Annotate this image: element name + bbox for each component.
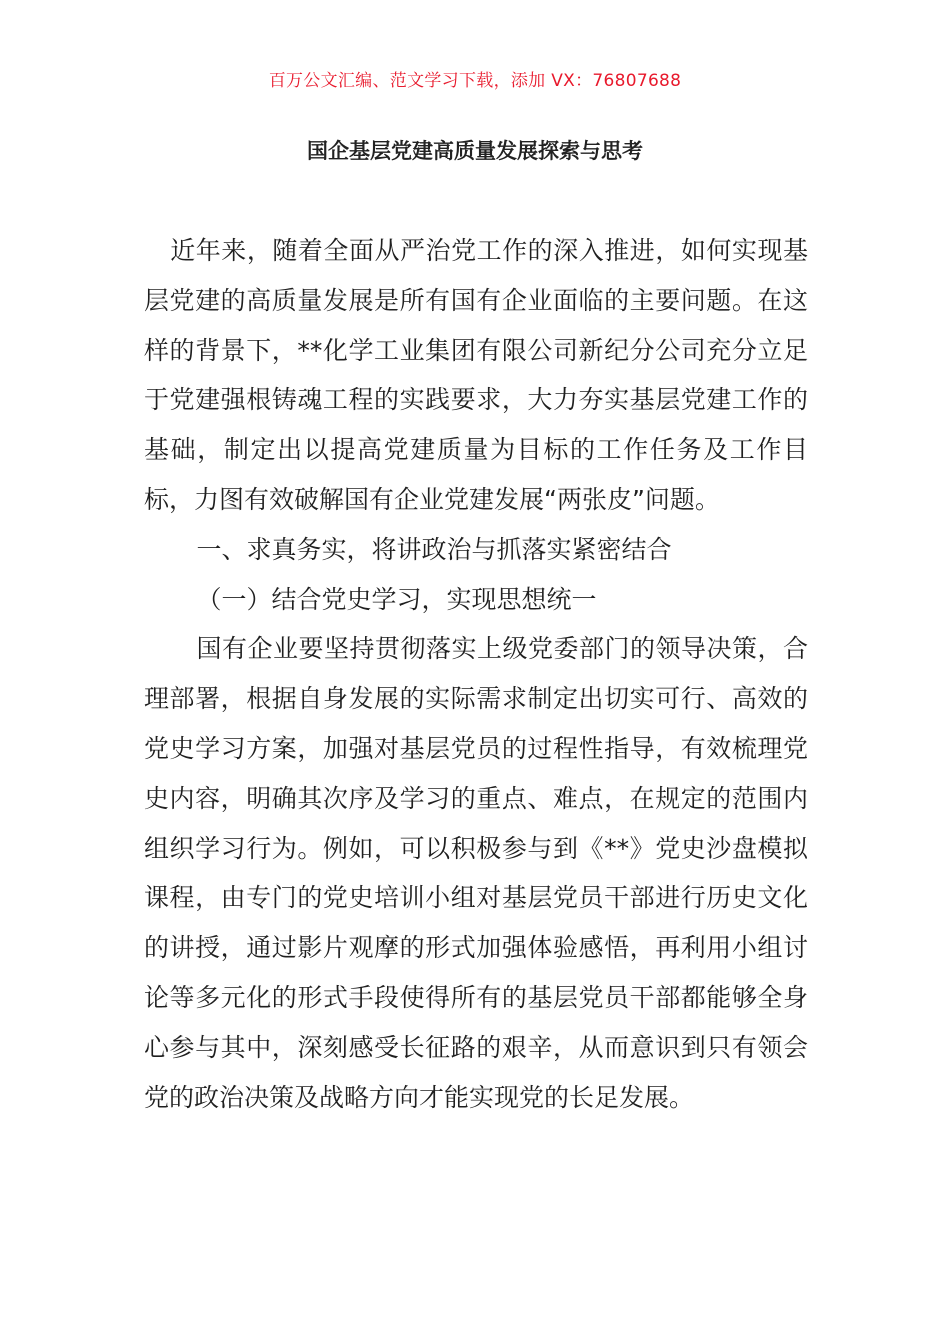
download-banner: 百万公文汇编、范文学习下载，添加 VX：76807688	[268, 71, 682, 91]
subsection-heading-1: （一）结合党史学习，实现思想统一	[196, 584, 597, 614]
intro-paragraph: 近年来，随着全面从严治党工作的深入推进，如何实现基层党建的高质量发展是所有国有企业面临的主要问题。在这样的背景下，**化学工业集团有限公司新纪分公司充分立足于党建强根铸魂工程的实践要求，大力夯实基层党建工作的基础，制定出以提高党建质量为目标的工作任务及工作目标，力图有效破解国有企业党建发展“两张皮”问题。	[144, 236, 808, 514]
document-body	[144, 226, 808, 1122]
body-paragraph: 国有企业要坚持贯彻落实上级党委部门的领导决策，合理部署，根据自身发展的实际需求制定出切实可行、高效的党史学习方案，加强对基层党员的过程性指导，有效梳理党史内容，明确其次序及学习的重点、难点，在规定的范围内组织学习行为。例如，可以积极参与到《**》党史沙盘模拟课程，由专门的党史培训小组对基层党员干部进行历史文化的讲授，通过影片观摩的形式加强体验感悟，再利用小组讨论等多元化的形式手段使得所有的基层党员干部都能够全身心参与其中，深刻感受长征路的艰辛，从而意识到只有领会党的政治决策及战略方向才能实现党的长足发展。	[144, 634, 808, 1112]
section-heading-1: 一、求真务实，将讲政治与抓落实紧密结合	[196, 534, 672, 564]
document-title: 国企基层党建高质量发展探索与思考	[307, 139, 643, 163]
